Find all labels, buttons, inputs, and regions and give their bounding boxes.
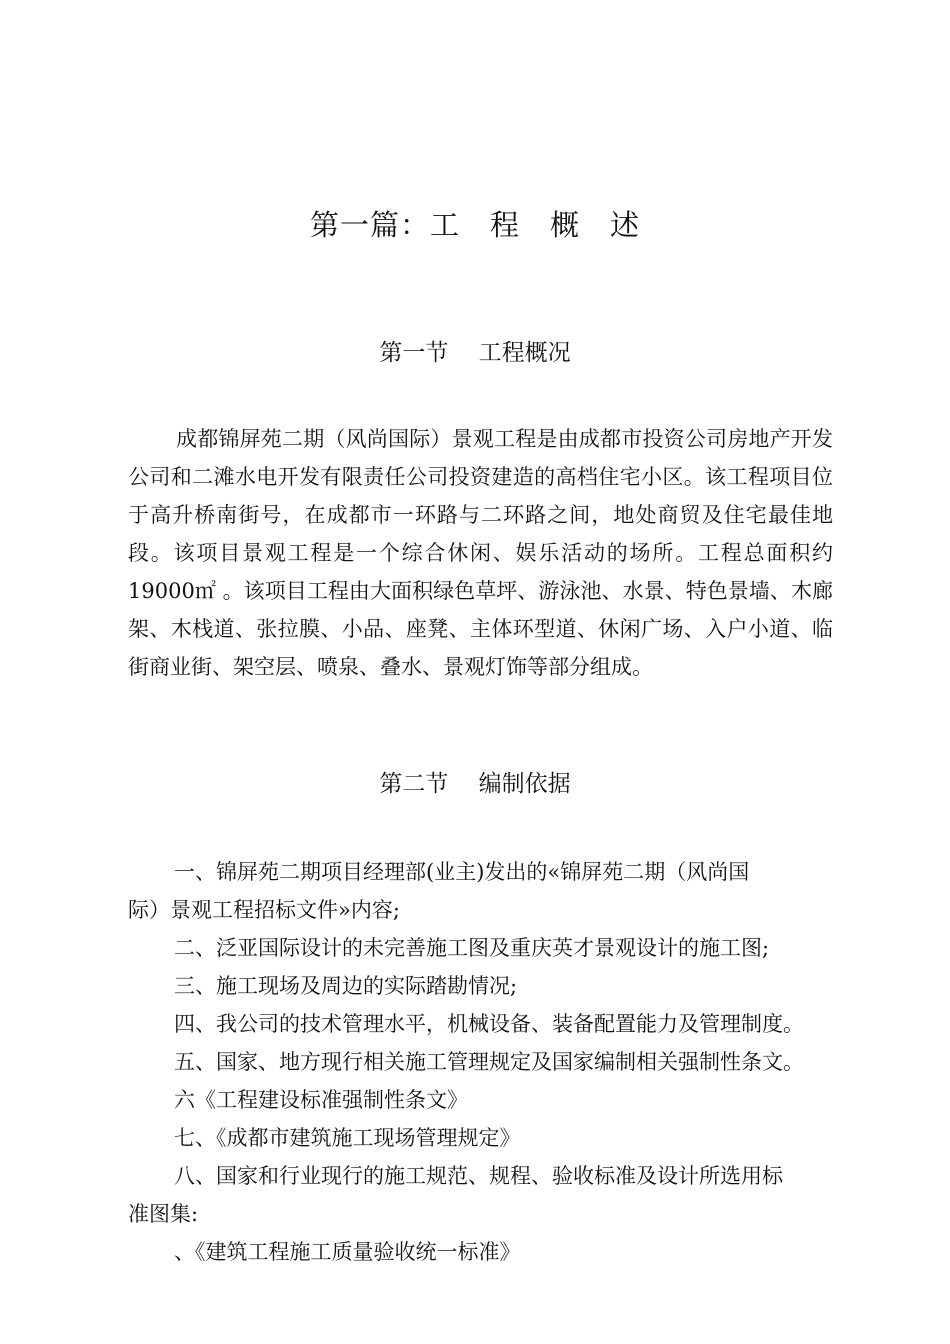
basis-item-5: 五、国家、地方现行相关施工管理规定及国家编制相关强制性条文。 xyxy=(174,1050,804,1074)
section-heading-overview: 第一节 工程概况 xyxy=(379,340,571,366)
basis-item-8-cont: 准图集: xyxy=(128,1202,199,1226)
document-title: 第一篇：工 程 概 述 xyxy=(309,208,640,242)
basis-item-3: 三、施工现场及周边的实际踏勘情况; xyxy=(174,974,518,998)
basis-subitem-1: 、《建筑工程施工质量验收统一标准》 xyxy=(174,1240,521,1264)
basis-item-7: 七、《成都市建筑施工现场管理规定》 xyxy=(174,1126,521,1150)
basis-item-2: 二、泛亚国际设计的未完善施工图及重庆英才景观设计的施工图; xyxy=(174,936,770,960)
overview-paragraph: 成都锦屏苑二期（风尚国际）景观工程是由成都市投资公司房地产开发公司和二滩水电开发有限责任公司投资建造的高档住宅小区。该工程项目位于高升桥南街号，在成都市一环路与二环路之间，地处商贸及住宅最佳地段。该项目景观工程是一个综合休闲、娱乐活动的场所。工程总面积约 19000㎡ 。该项目工程由大面积绿色草坪、游泳池、水景、特色景墙、木廊架、木栈道、张拉膜、小品、座凳、主体环型道、休闲广场、入户小道、临街商业街、架空层、喷泉、叠水、景观灯饰等部分组成。 xyxy=(128,427,833,679)
basis-item-6: 六《工程建设标准强制性条文》 xyxy=(174,1088,468,1112)
basis-item-1-cont: 际）景观工程招标文件»内容; xyxy=(128,898,400,922)
section-heading-basis: 第二节 编制依据 xyxy=(379,771,571,797)
basis-item-1: 一、锦屏苑二期项目经理部(业主)发出的«锦屏苑二期（风尚国 xyxy=(174,860,750,884)
basis-item-8: 八、国家和行业现行的施工规范、规程、验收标准及设计所选用标 xyxy=(174,1164,783,1188)
basis-item-4: 四、我公司的技术管理水平，机械设备、装备配置能力及管理制度。 xyxy=(174,1012,804,1036)
